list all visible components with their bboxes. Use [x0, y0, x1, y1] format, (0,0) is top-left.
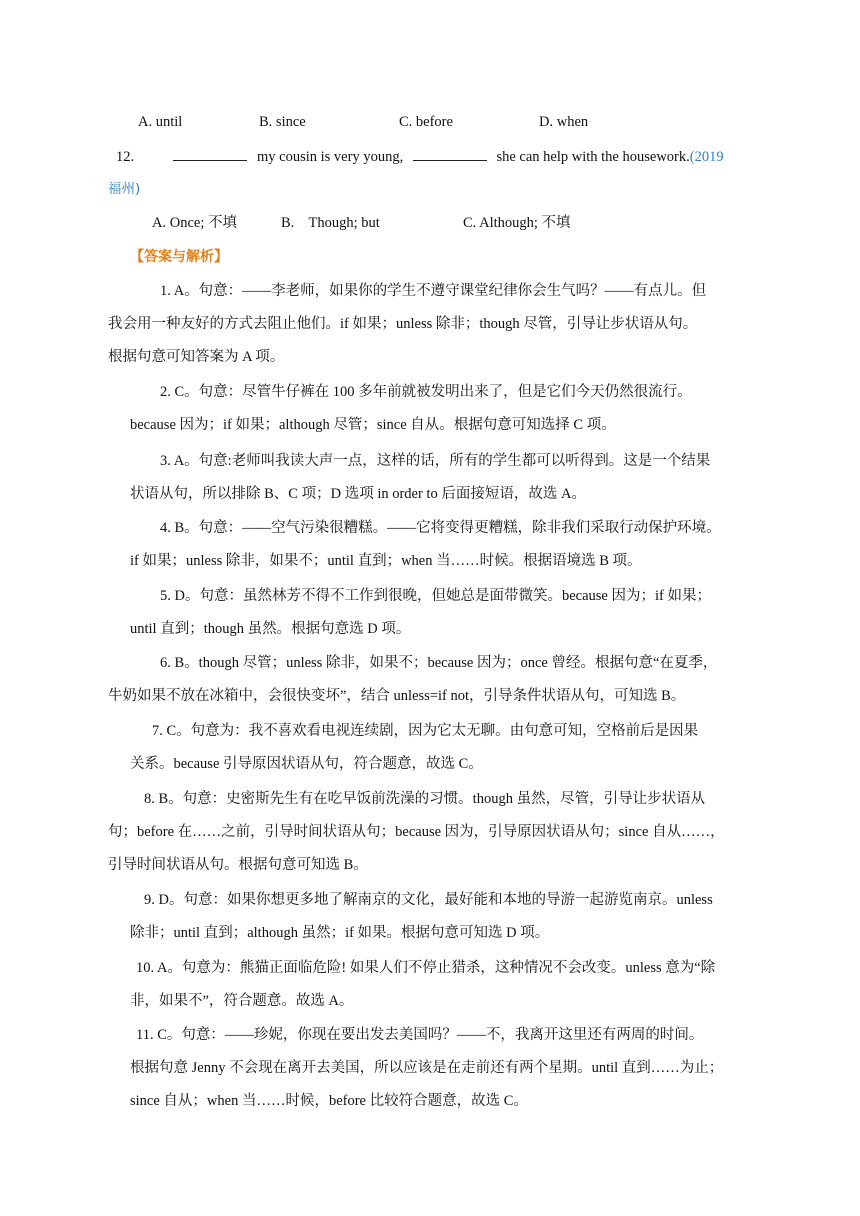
- explanation-6: [108, 647, 740, 713]
- explanation-line: 根据句意 Jenny 不会现在离开去美国，所以应该是在走前还有两个星期。until 直到……为止；: [130, 1060, 724, 1076]
- explanation-line: 非，如果不”，符合题意。故选 A。: [130, 993, 354, 1009]
- explanation-line: 9. D。句意：如果你想更多地了解南京的文化，最好能和本地的导游一起游览南京。unless: [144, 892, 713, 908]
- q11-option-d: D. when: [539, 114, 589, 130]
- explanation-line: 6. B。though 尽管；unless 除非，如果不；because 因为；once 曾经。根据句意“在夏季，: [160, 655, 718, 671]
- q12-option-b: B. Though; but: [281, 215, 380, 231]
- explanation-line: because 因为；if 如果；although 尽管；since 自从。根据句意可知选择 C 项。: [130, 417, 616, 433]
- q12-blank-1: [173, 146, 247, 161]
- explanation-2: [130, 376, 740, 442]
- q12-blank-2: [413, 146, 487, 161]
- q12-source-city: 福州): [108, 181, 141, 197]
- explanation-line: 4. B。句意：——空气污染很糟糕。——它将变得更糟糕，除非我们采取行动保护环境。: [160, 520, 721, 536]
- explanation-4: [130, 512, 740, 578]
- q12-option-a: A. Once; 不填: [152, 215, 237, 231]
- q12-text-end: she can help with the housework.: [496, 149, 690, 165]
- explanation-line: until 直到；though 虽然。根据句意选 D 项。: [130, 621, 411, 637]
- explanation-line: 状语从句，所以排除 B、C 项；D 选项 in order to 后面接短语，故选 A。: [130, 486, 586, 502]
- explanation-line: 2. C。句意：尽管牛仔裤在 100 多年前就被发明出来了，但是它们今天仍然很流行。: [160, 384, 692, 400]
- q11-option-a: A. until: [138, 114, 183, 130]
- q12-source-year: (2019: [689, 149, 724, 165]
- explanation-line: if 如果；unless 除非，如果不；until 直到；when 当……时候。根据语境选 B 项。: [130, 553, 642, 569]
- explanation-7: [130, 715, 740, 781]
- q12-option-c: C. Although; 不填: [463, 215, 571, 231]
- explanation-line: 10. A。句意为：熊猫正面临危险! 如果人们不停止猎杀，这种情况不会改变。unless 意为“除: [136, 960, 716, 976]
- explanation-line: 句；before 在……之前，引导时间状语从句；because 因为，引导原因状语从句；since 自从……，: [108, 824, 725, 840]
- explanation-1: [108, 275, 732, 374]
- explanation-5: [130, 580, 740, 646]
- q12-number: 12.: [116, 149, 135, 165]
- answer-heading: 【答案与解析】: [130, 249, 228, 265]
- explanation-9: [130, 884, 740, 950]
- explanation-line: 7. C。句意为：我不喜欢看电视连续剧，因为它太无聊。由句意可知，空格前后是因果: [152, 723, 699, 739]
- explanation-line: 牛奶如果不放在冰箱中，会很快变坏”，结合 unless=if not，引导条件状语从句，可知选 B。: [108, 688, 686, 704]
- q12-text-mid: my cousin is very young,: [257, 149, 404, 165]
- explanation-line: 我会用一种友好的方式去阻止他们。if 如果；unless 除非；though 尽管，引导让步状语从句。: [108, 316, 698, 332]
- explanation-line: since 自从；when 当……时候，before 比较符合题意，故选 C。: [130, 1093, 528, 1109]
- q12-question: [116, 146, 724, 167]
- explanation-line: 5. D。句意：虽然林芳不得不工作到很晚，但她总是面带微笑。because 因为；if 如果；: [160, 588, 711, 604]
- explanation-line: 除非；until 直到；although 虽然；if 如果。根据句意可知选 D 项。: [130, 925, 550, 941]
- q11-option-c: C. before: [399, 114, 453, 130]
- explanation-line: 根据句意可知答案为 A 项。: [108, 349, 285, 365]
- explanation-8: [108, 783, 738, 882]
- explanation-line: 1. A。句意：——李老师，如果你的学生不遵守课堂纪律你会生气吗？——有点儿。但: [160, 283, 707, 299]
- explanation-line: 8. B。句意：史密斯先生有在吃早饭前洗澡的习惯。though 虽然，尽管，引导让步状语从: [144, 791, 706, 807]
- q11-option-b: B. since: [259, 114, 306, 130]
- explanation-10: [130, 952, 740, 1018]
- explanation-line: 11. C。句意：——珍妮，你现在要出发去美国吗？——不，我离开这里还有两周的时间。: [136, 1027, 704, 1043]
- explanation-line: 3. A。句意:老师叫我读大声一点，这样的话，所有的学生都可以听得到。这是一个结果: [160, 453, 711, 469]
- explanation-11: [130, 1019, 740, 1118]
- explanation-line: 关系。because 引导原因状语从句，符合题意，故选 C。: [130, 756, 483, 772]
- explanation-line: 引导时间状语从句。根据句意可知选 B。: [108, 857, 368, 873]
- explanation-3: [130, 445, 740, 511]
